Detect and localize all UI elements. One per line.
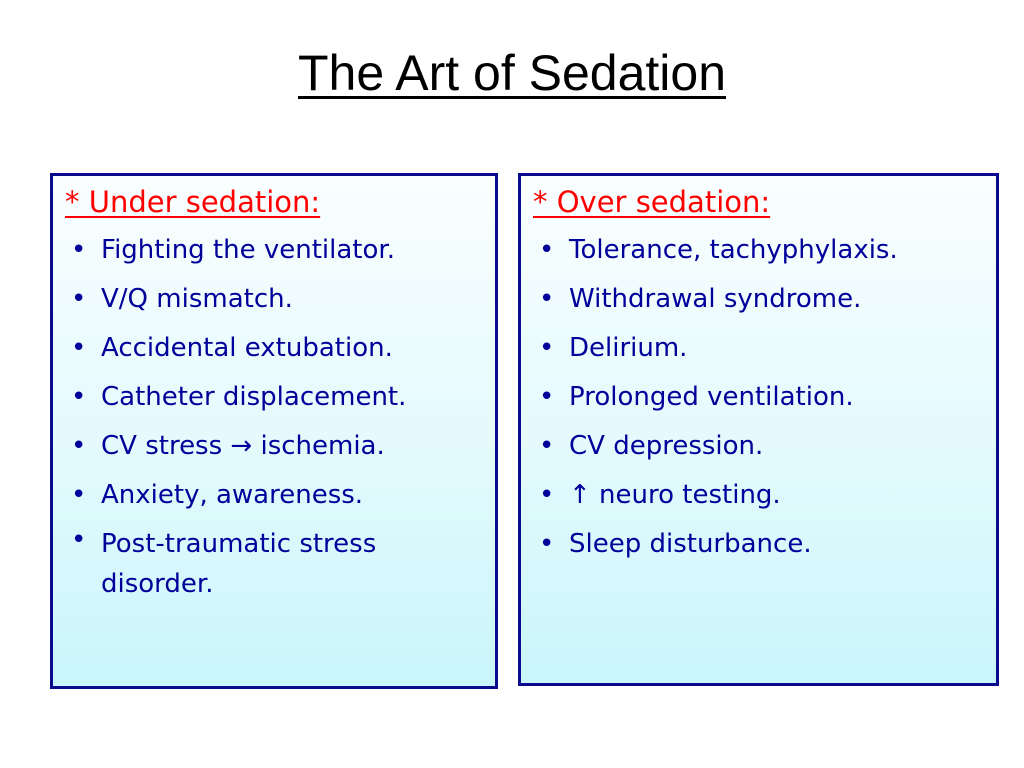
over-sedation-list <box>533 226 986 569</box>
bullet-icon: • <box>71 235 87 265</box>
list-item: • Accidental extubation. <box>65 324 485 373</box>
bullet-icon: • <box>539 333 555 363</box>
list-item: • V/Q mismatch. <box>65 275 485 324</box>
bullet-icon: • <box>539 284 555 314</box>
over-sedation-panel <box>518 173 999 686</box>
list-item: • CV stress → ischemia. <box>65 422 485 471</box>
list-item: • Delirium. <box>533 324 986 373</box>
under-sedation-panel <box>50 173 498 689</box>
bullet-icon: • <box>539 529 555 559</box>
bullet-icon: • <box>539 235 555 265</box>
bullet-icon: • <box>71 480 87 510</box>
list-item: • ↑ neuro testing. <box>533 471 986 520</box>
bullet-icon: • <box>539 431 555 461</box>
bullet-icon: • <box>71 333 87 363</box>
list-item: • Tolerance, tachyphylaxis. <box>533 226 986 275</box>
list-item: • CV depression. <box>533 422 986 471</box>
under-sedation-list <box>65 226 485 604</box>
bullet-icon: • <box>71 382 87 412</box>
slide-title-text: The Art of Sedation <box>297 45 727 101</box>
list-item: • Anxiety, awareness. <box>65 471 485 520</box>
under-sedation-heading: * Under sedation: <box>65 185 321 219</box>
list-item: • Post-traumatic stress disorder. <box>65 520 485 604</box>
list-item: • Withdrawal syndrome. <box>533 275 986 324</box>
list-item: • Sleep disturbance. <box>533 520 986 569</box>
bullet-icon: • <box>71 284 87 314</box>
over-sedation-heading: * Over sedation: <box>533 185 771 219</box>
bullet-icon: • <box>539 382 555 412</box>
list-item: • Fighting the ventilator. <box>65 226 485 275</box>
bullet-icon: • <box>71 525 87 555</box>
bullet-icon: • <box>539 480 555 510</box>
list-item: • Catheter displacement. <box>65 373 485 422</box>
slide-title <box>0 44 1024 102</box>
list-item: • Prolonged ventilation. <box>533 373 986 422</box>
bullet-icon: • <box>71 431 87 461</box>
